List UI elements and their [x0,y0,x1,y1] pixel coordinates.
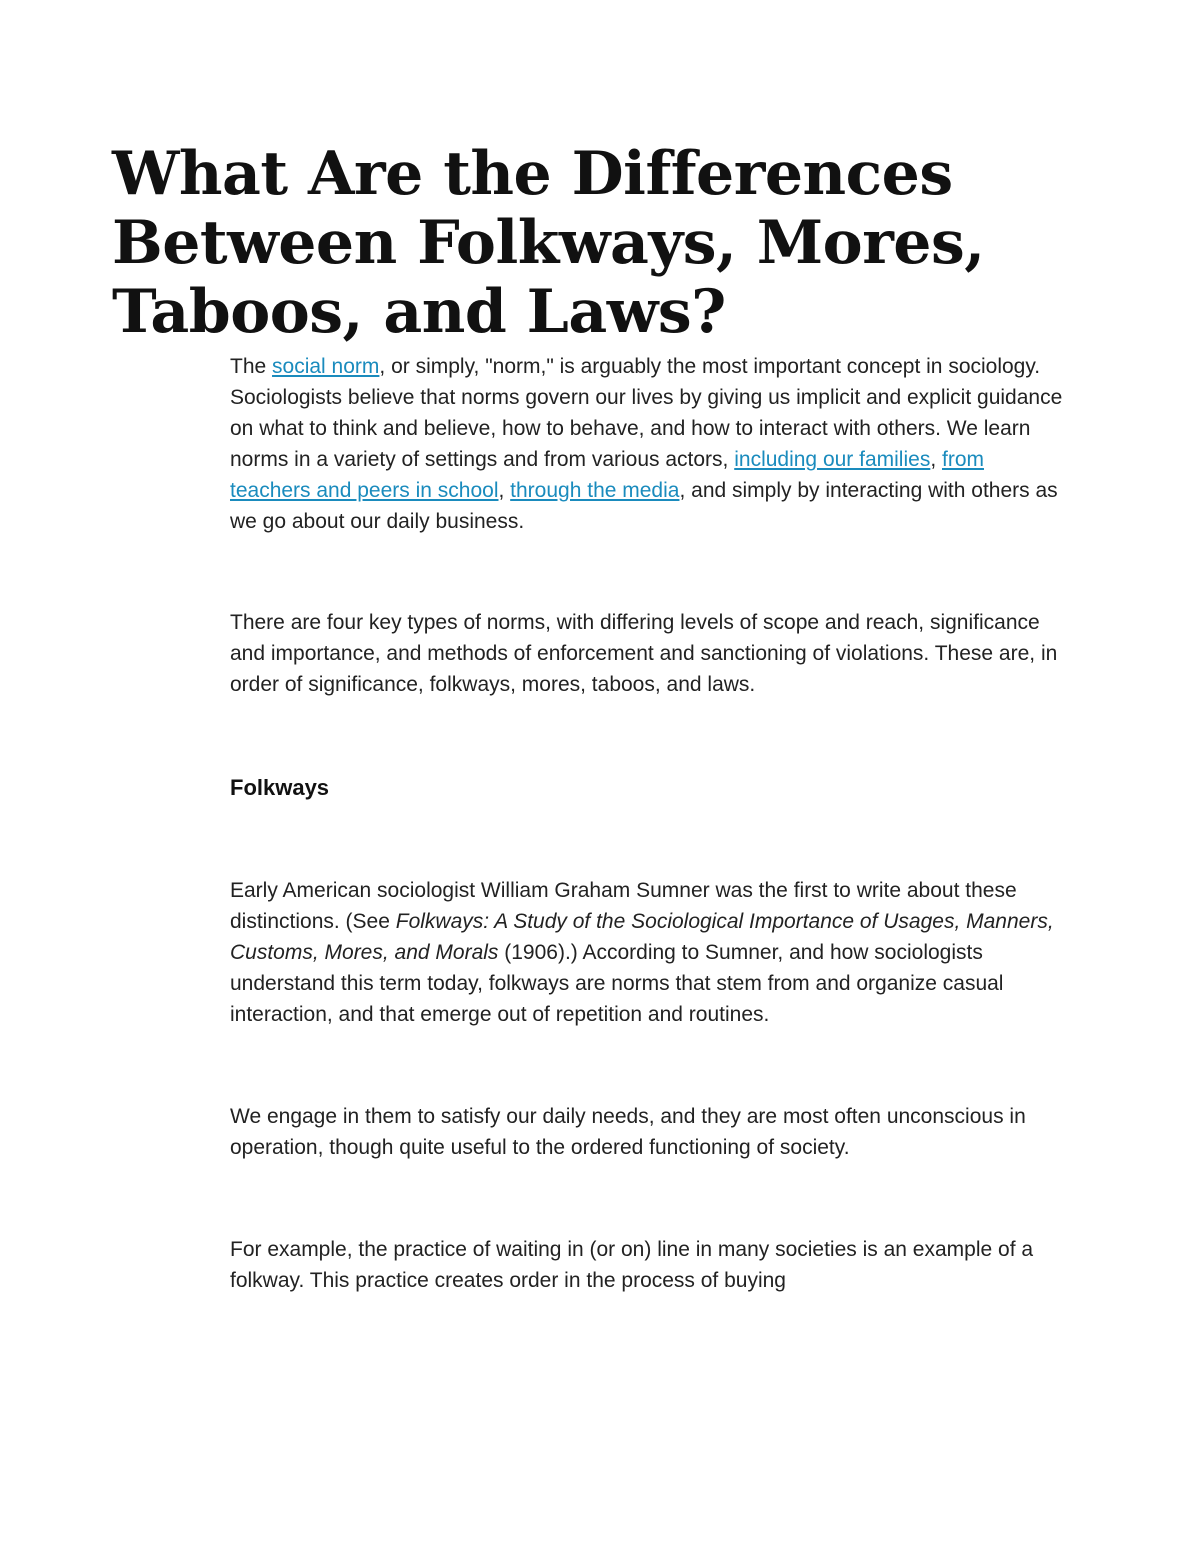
link-teachers-and-peers[interactable]: from teachers and peers in school [230,448,984,502]
link-including-our-families[interactable]: including our families [734,448,931,471]
page-title: What Are the Differences Between Folkways, Mores, Taboos, and Laws? [112,139,985,347]
link-through-the-media[interactable]: through the media [510,479,680,502]
book-title: Folkways: A Study of the Sociological Importance of Usages, Manners, Customs, Mores, and Morals [230,910,1054,964]
paragraph-spacer [230,537,1070,607]
daily-needs-paragraph: We engage in them to satisfy our daily needs, and they are most often unconscious in operation, though quite useful to the ordered functioning of society. [230,1105,1026,1159]
link-social-norm[interactable]: social norm [272,355,380,378]
paragraph-spacer [230,700,1070,772]
section-heading-folkways: Folkways [230,775,330,800]
text-run: , and simply by interacting with others as we go about our daily business. [230,479,1058,533]
example-paragraph: For example, the practice of waiting in (or on) line in many societies is an example of a folkway. This practice creates order in the process of buying [230,1238,1034,1292]
paragraph-spacer [230,1030,1070,1101]
text-run: The [230,355,273,378]
text-run: , or simply, "norm," is arguably the most important concept in sociology. Sociologists believe that norms govern our lives by giving us implicit and explicit guidance on what to think and believe, how to behave, and how to interact with others. We learn norms in a variety of settings and from various actors, [230,355,1063,471]
intro-paragraph [230,351,1070,537]
text-run: (1906).) According to Sumner, and how sociologists understand this term today, folkways are norms that stem from and organize casual interaction, and that emerge out of repetition and routines. [230,941,1004,1026]
text-run: , [498,479,511,502]
text-run: Early American sociologist William Graham Sumner was the first to write about these distinctions. (See [230,879,1017,933]
sumner-paragraph [230,875,1070,1030]
document-body [230,351,1070,1296]
types-paragraph: There are four key types of norms, with differing levels of scope and reach, significance and importance, and methods of enforcement and sanctioning of violations. These are, in order of significance, folkways, mores, taboos, and laws. [230,611,1058,696]
paragraph-spacer [230,803,1070,875]
paragraph-spacer [230,1163,1070,1234]
text-run: , [930,448,942,471]
